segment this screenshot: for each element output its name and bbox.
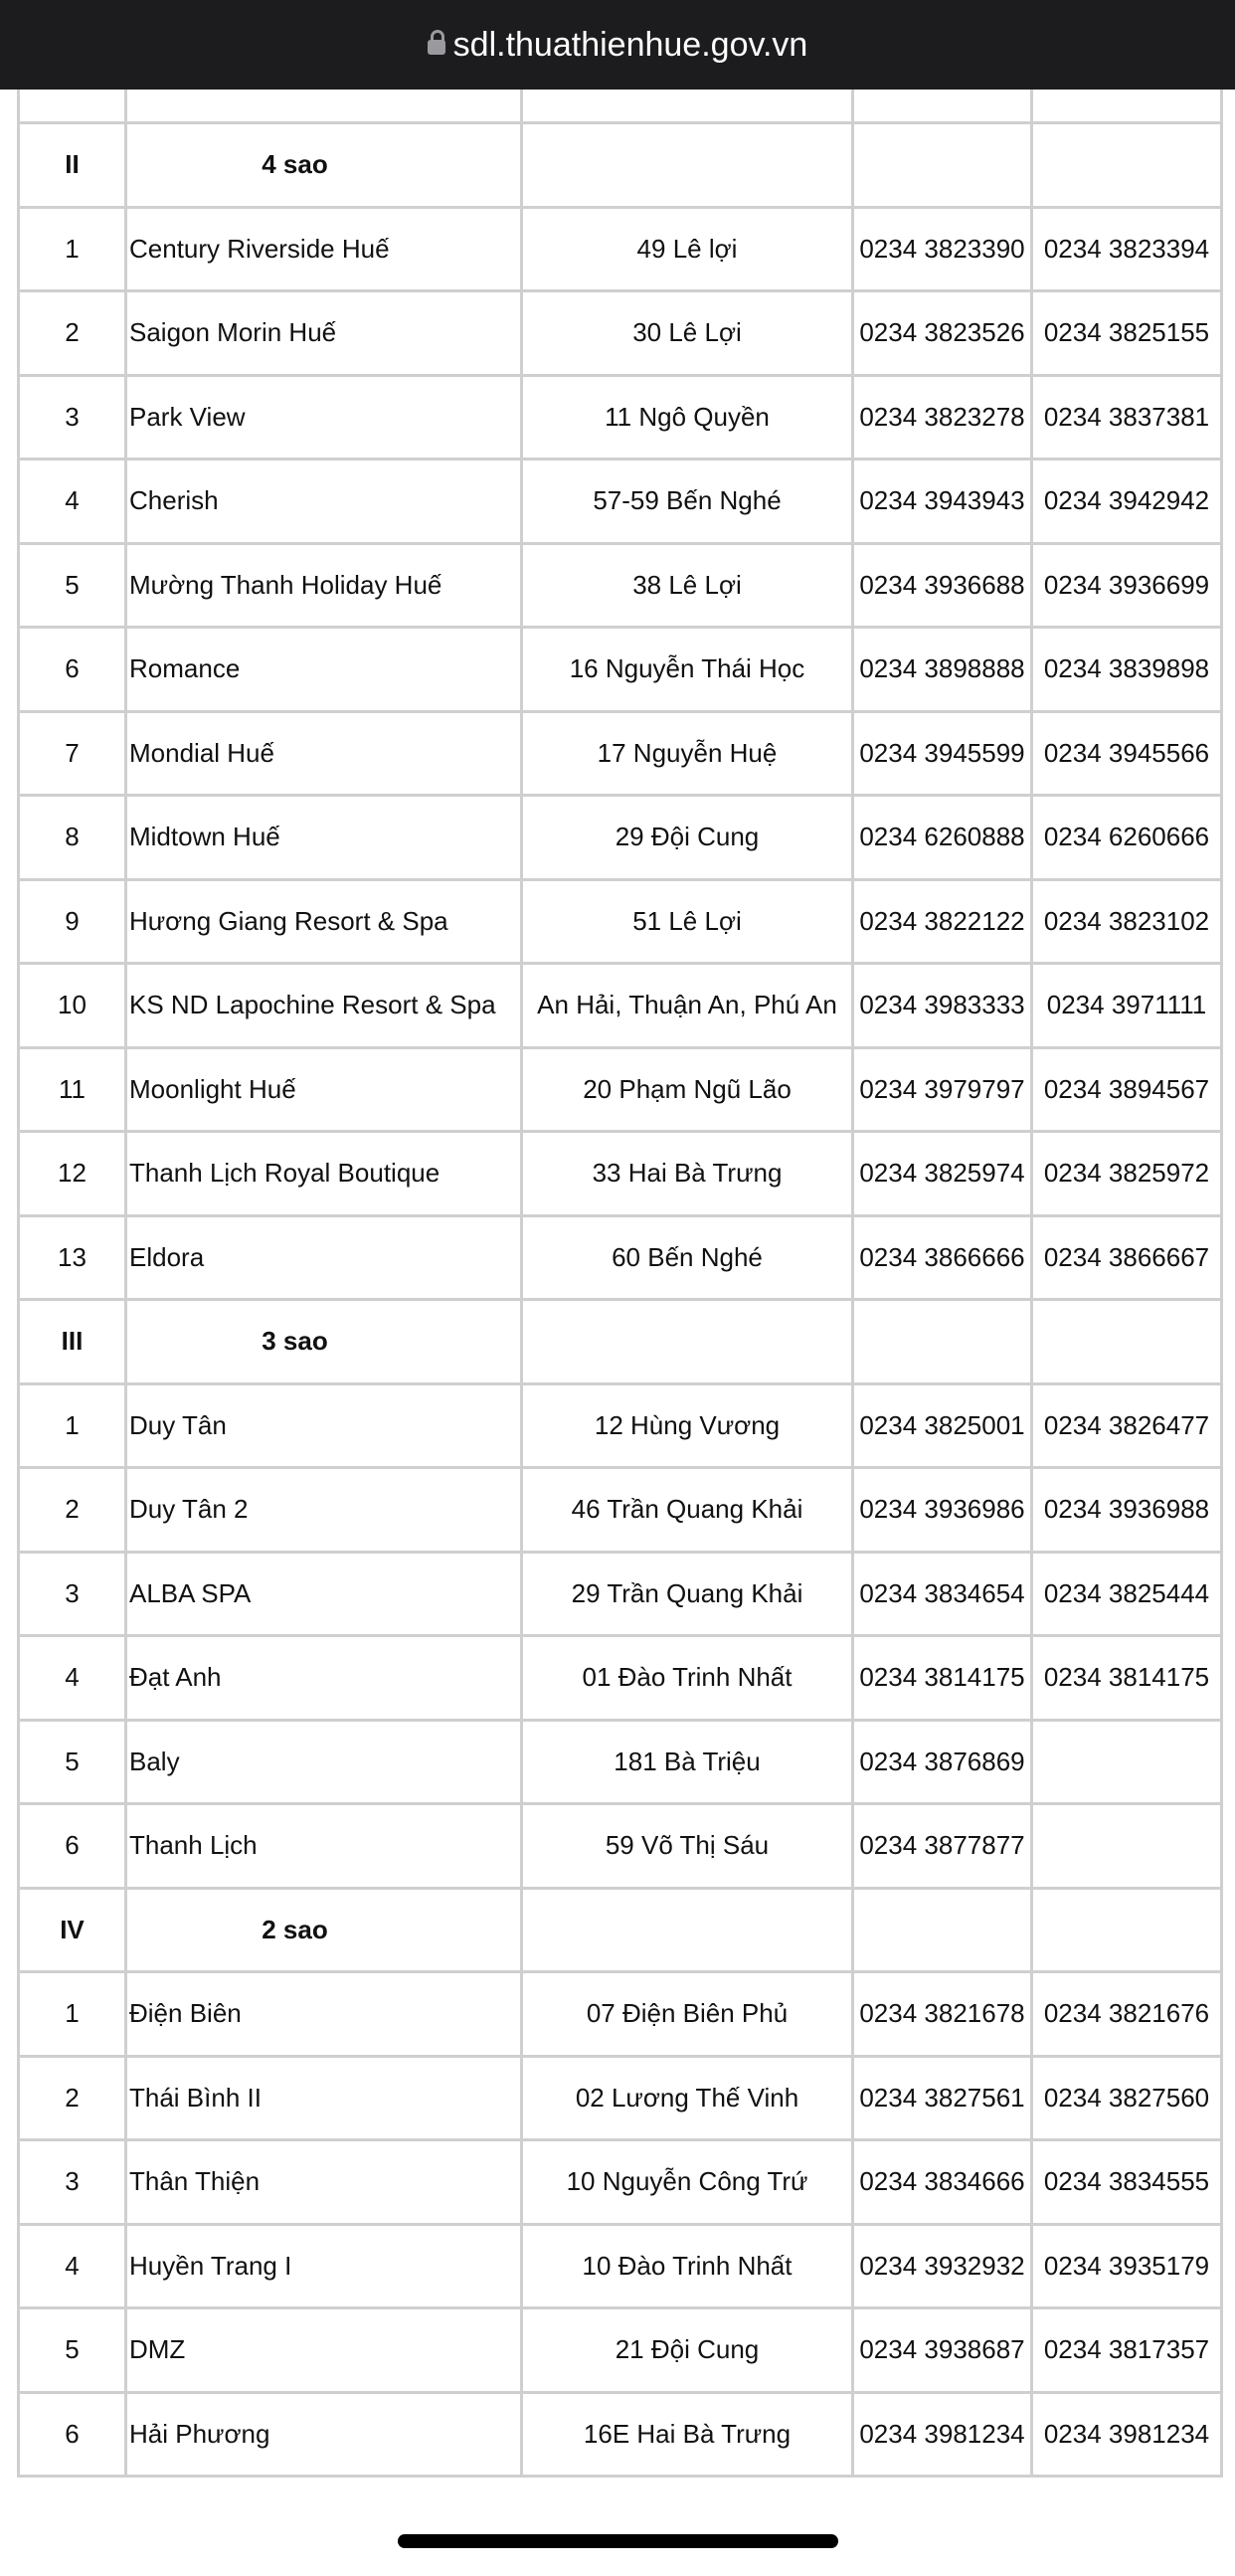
section-empty-cell xyxy=(522,123,853,208)
hotel-fax: 0234 3837381 xyxy=(1032,375,1222,460)
hotel-address: 33 Hai Bà Trưng xyxy=(522,1132,853,1216)
url-display[interactable] xyxy=(428,26,808,65)
hotel-phone: 0234 3823390 xyxy=(853,207,1032,291)
hotel-fax: 0234 3942942 xyxy=(1032,460,1222,544)
section-empty-cell xyxy=(522,1300,853,1384)
hotel-address: 51 Lê Lợi xyxy=(522,879,853,964)
section-empty-cell xyxy=(522,1888,853,1972)
hotel-phone: 0234 3898888 xyxy=(853,628,1032,712)
hotel-address: 01 Đào Trinh Nhất xyxy=(522,1636,853,1721)
row-number: 1 xyxy=(19,207,126,291)
hotel-address: 60 Bến Nghé xyxy=(522,1215,853,1300)
hotel-address: 38 Lê Lợi xyxy=(522,543,853,628)
hotel-name: Eldora xyxy=(126,1215,522,1300)
hotel-phone: 0234 3823278 xyxy=(853,375,1032,460)
hotel-name: Điện Biên xyxy=(126,1972,522,2057)
hotel-phone: 0234 3938687 xyxy=(853,2308,1032,2393)
section-header-row xyxy=(19,1300,1222,1384)
row-number: 4 xyxy=(19,460,126,544)
table-row xyxy=(19,964,1222,1048)
hotel-name: Hải Phương xyxy=(126,2392,522,2477)
row-number: 3 xyxy=(19,2140,126,2225)
table-row xyxy=(19,879,1222,964)
section-roman: II xyxy=(19,123,126,208)
table-row xyxy=(19,1132,1222,1216)
hotel-name: Thái Bình II xyxy=(126,2056,522,2140)
hotel-name: DMZ xyxy=(126,2308,522,2393)
hotel-fax: 0234 3866667 xyxy=(1032,1215,1222,1300)
hotel-fax: 0234 3981234 xyxy=(1032,2392,1222,2477)
row-number: 1 xyxy=(19,1383,126,1468)
hotel-name: Thân Thiện xyxy=(126,2140,522,2225)
hotel-fax: 0234 3821676 xyxy=(1032,1972,1222,2057)
section-label: 4 sao xyxy=(126,123,522,208)
row-number: 2 xyxy=(19,291,126,376)
hotel-fax: 0234 3826477 xyxy=(1032,1383,1222,1468)
table-row xyxy=(19,1047,1222,1132)
section-header-row xyxy=(19,1888,1222,1972)
table-row xyxy=(19,1720,1222,1804)
hotel-phone: 0234 3943943 xyxy=(853,460,1032,544)
row-number: 3 xyxy=(19,375,126,460)
hotel-name: Duy Tân xyxy=(126,1383,522,1468)
hotel-phone: 0234 3834666 xyxy=(853,2140,1032,2225)
hotel-name: Đạt Anh xyxy=(126,1636,522,1721)
row-number: 6 xyxy=(19,1804,126,1889)
row-number: 5 xyxy=(19,2308,126,2393)
hotel-fax: 0234 3825972 xyxy=(1032,1132,1222,1216)
hotel-address: 12 Hùng Vương xyxy=(522,1383,853,1468)
row-number: 9 xyxy=(19,879,126,964)
hotel-address: 11 Ngô Quyền xyxy=(522,375,853,460)
section-empty-cell xyxy=(1032,1300,1222,1384)
table-row xyxy=(19,1383,1222,1468)
row-number: 4 xyxy=(19,2224,126,2308)
table-row xyxy=(19,375,1222,460)
hotel-address: 59 Võ Thị Sáu xyxy=(522,1804,853,1889)
hotel-phone: 0234 3821678 xyxy=(853,1972,1032,2057)
table-row xyxy=(19,796,1222,880)
table-row xyxy=(19,460,1222,544)
hotel-fax: 0234 3894567 xyxy=(1032,1047,1222,1132)
hotel-fax: 0234 3823102 xyxy=(1032,879,1222,964)
url-text: sdl.thuathienhue.gov.vn xyxy=(452,25,808,64)
hotel-phone: 0234 3981234 xyxy=(853,2392,1032,2477)
hotel-phone: 0234 3876869 xyxy=(853,1720,1032,1804)
row-number: 10 xyxy=(19,964,126,1048)
table-row xyxy=(19,2392,1222,2477)
section-header-row xyxy=(19,123,1222,208)
section-empty-cell xyxy=(1032,123,1222,208)
hotel-fax: 0234 3839898 xyxy=(1032,628,1222,712)
hotel-name: Century Riverside Huế xyxy=(126,207,522,291)
hotel-name: Thanh Lịch Royal Boutique xyxy=(126,1132,522,1216)
hotel-address: 16E Hai Bà Trưng xyxy=(522,2392,853,2477)
hotel-phone: 0234 3877877 xyxy=(853,1804,1032,1889)
hotel-address: 181 Bà Triệu xyxy=(522,1720,853,1804)
table-row xyxy=(19,2056,1222,2140)
hotel-phone: 0234 3827561 xyxy=(853,2056,1032,2140)
hotel-fax: 0234 3817357 xyxy=(1032,2308,1222,2393)
section-label: 2 sao xyxy=(126,1888,522,1972)
hotel-phone: 0234 3979797 xyxy=(853,1047,1032,1132)
table-row xyxy=(19,1972,1222,2057)
hotel-table-container xyxy=(17,36,1220,2478)
hotel-name: Huyền Trang I xyxy=(126,2224,522,2308)
hotel-name: Cherish xyxy=(126,460,522,544)
hotel-phone: 0234 3983333 xyxy=(853,964,1032,1048)
section-empty-cell xyxy=(1032,1888,1222,1972)
hotel-phone: 0234 3814175 xyxy=(853,1636,1032,1721)
hotel-fax: 0234 3935179 xyxy=(1032,2224,1222,2308)
hotel-table xyxy=(17,36,1223,2478)
row-number: 3 xyxy=(19,1552,126,1636)
row-number: 4 xyxy=(19,1636,126,1721)
hotel-phone: 0234 3936688 xyxy=(853,543,1032,628)
home-indicator[interactable] xyxy=(398,2534,838,2548)
hotel-address: 30 Lê Lợi xyxy=(522,291,853,376)
hotel-fax: 0234 3834555 xyxy=(1032,2140,1222,2225)
hotel-fax: 0234 6260666 xyxy=(1032,796,1222,880)
hotel-phone: 0234 3834654 xyxy=(853,1552,1032,1636)
hotel-phone: 0234 3936986 xyxy=(853,1468,1032,1553)
hotel-table-body xyxy=(19,38,1222,2477)
row-number: 5 xyxy=(19,1720,126,1804)
hotel-address: 29 Đội Cung xyxy=(522,796,853,880)
section-empty-cell xyxy=(853,1888,1032,1972)
hotel-phone: 0234 3945599 xyxy=(853,711,1032,796)
hotel-fax: 0234 3825155 xyxy=(1032,291,1222,376)
hotel-name: Duy Tân 2 xyxy=(126,1468,522,1553)
hotel-phone: 0234 3822122 xyxy=(853,879,1032,964)
hotel-address: 02 Lương Thế Vinh xyxy=(522,2056,853,2140)
table-row xyxy=(19,1215,1222,1300)
hotel-address: 17 Nguyễn Huệ xyxy=(522,711,853,796)
row-number: 7 xyxy=(19,711,126,796)
hotel-name: KS ND Lapochine Resort & Spa xyxy=(126,964,522,1048)
hotel-address: 07 Điện Biên Phủ xyxy=(522,1972,853,2057)
hotel-address: 57-59 Bến Nghé xyxy=(522,460,853,544)
section-empty-cell xyxy=(853,1300,1032,1384)
table-row xyxy=(19,207,1222,291)
table-row xyxy=(19,1552,1222,1636)
hotel-name: Park View xyxy=(126,375,522,460)
hotel-phone: 0234 3932932 xyxy=(853,2224,1032,2308)
hotel-phone: 0234 3866666 xyxy=(853,1215,1032,1300)
hotel-phone: 0234 6260888 xyxy=(853,796,1032,880)
row-number: 2 xyxy=(19,1468,126,1553)
row-number: 12 xyxy=(19,1132,126,1216)
hotel-address: 29 Trần Quang Khải xyxy=(522,1552,853,1636)
table-row xyxy=(19,543,1222,628)
hotel-name: ALBA SPA xyxy=(126,1552,522,1636)
hotel-fax: 0234 3827560 xyxy=(1032,2056,1222,2140)
row-number: 6 xyxy=(19,628,126,712)
hotel-name: Romance xyxy=(126,628,522,712)
row-number: 5 xyxy=(19,543,126,628)
hotel-name: Thanh Lịch xyxy=(126,1804,522,1889)
table-row xyxy=(19,628,1222,712)
row-number: 13 xyxy=(19,1215,126,1300)
hotel-address: 49 Lê lợi xyxy=(522,207,853,291)
hotel-fax xyxy=(1032,1720,1222,1804)
hotel-address: 21 Đội Cung xyxy=(522,2308,853,2393)
hotel-fax: 0234 3945566 xyxy=(1032,711,1222,796)
table-row xyxy=(19,2140,1222,2225)
hotel-name: Mường Thanh Holiday Huế xyxy=(126,543,522,628)
hotel-fax: 0234 3936699 xyxy=(1032,543,1222,628)
hotel-phone: 0234 3825974 xyxy=(853,1132,1032,1216)
browser-url-bar[interactable] xyxy=(0,0,1235,90)
hotel-address: 10 Đào Trinh Nhất xyxy=(522,2224,853,2308)
hotel-name: Hương Giang Resort & Spa xyxy=(126,879,522,964)
table-row xyxy=(19,1468,1222,1553)
row-number: 2 xyxy=(19,2056,126,2140)
table-row xyxy=(19,291,1222,376)
row-number: 11 xyxy=(19,1047,126,1132)
row-number: 1 xyxy=(19,1972,126,2057)
hotel-name: Mondial Huế xyxy=(126,711,522,796)
table-row xyxy=(19,1804,1222,1889)
hotel-fax: 0234 3971111 xyxy=(1032,964,1222,1048)
hotel-phone: 0234 3825001 xyxy=(853,1383,1032,1468)
hotel-fax: 0234 3814175 xyxy=(1032,1636,1222,1721)
hotel-address: 16 Nguyễn Thái Học xyxy=(522,628,853,712)
hotel-address: 46 Trần Quang Khải xyxy=(522,1468,853,1553)
table-row xyxy=(19,711,1222,796)
hotel-fax: 0234 3936988 xyxy=(1032,1468,1222,1553)
hotel-address: 10 Nguyễn Công Trứ xyxy=(522,2140,853,2225)
hotel-name: Moonlight Huế xyxy=(126,1047,522,1132)
section-label: 3 sao xyxy=(126,1300,522,1384)
table-row xyxy=(19,1636,1222,1721)
hotel-name: Midtown Huế xyxy=(126,796,522,880)
hotel-name: Baly xyxy=(126,1720,522,1804)
row-number: 6 xyxy=(19,2392,126,2477)
section-roman: IV xyxy=(19,1888,126,1972)
hotel-fax: 0234 3823394 xyxy=(1032,207,1222,291)
lock-icon xyxy=(428,30,445,56)
hotel-fax xyxy=(1032,1804,1222,1889)
hotel-address: 20 Phạm Ngũ Lão xyxy=(522,1047,853,1132)
hotel-phone: 0234 3823526 xyxy=(853,291,1032,376)
table-row xyxy=(19,2308,1222,2393)
section-empty-cell xyxy=(853,123,1032,208)
table-row xyxy=(19,2224,1222,2308)
hotel-fax: 0234 3825444 xyxy=(1032,1552,1222,1636)
section-roman: III xyxy=(19,1300,126,1384)
row-number: 8 xyxy=(19,796,126,880)
hotel-address: An Hải, Thuận An, Phú An xyxy=(522,964,853,1048)
hotel-name: Saigon Morin Huế xyxy=(126,291,522,376)
